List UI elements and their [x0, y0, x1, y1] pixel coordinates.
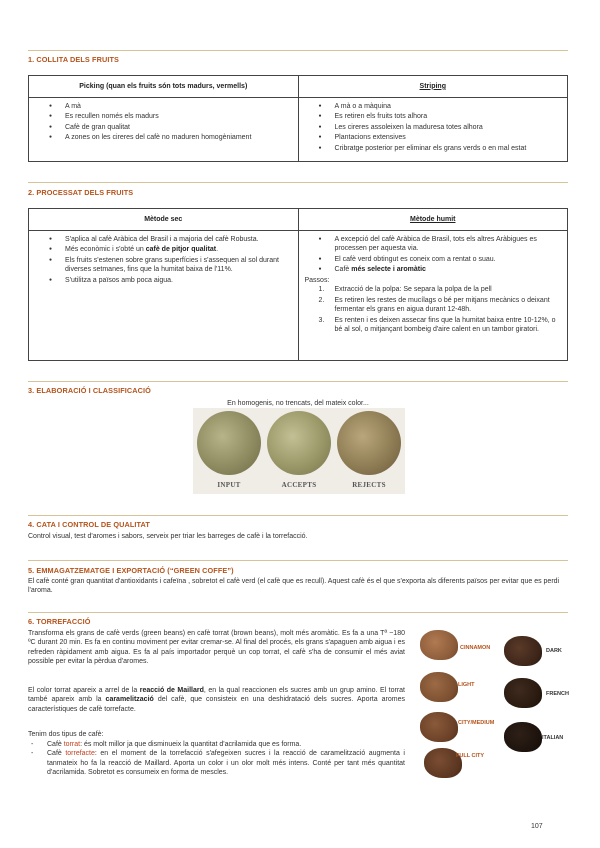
- light-beans-image: [420, 672, 458, 702]
- list-item: ● Cafè de gran qualitat: [49, 123, 292, 132]
- list-item: ● S'aplica al cafè Aràbica del Brasil i a majoria del cafè Robusta.: [49, 235, 292, 244]
- dark-label: DARK: [546, 648, 562, 654]
- section-title-classification: 3. ELABORACIÓ I CLASSIFICACIÓ: [28, 386, 151, 395]
- section-rule: [28, 182, 568, 183]
- list-item: - Cafè torrefacte: en el moment de la torrefacció s'afegeixen sucres i la reacció de caramelització augmenta i tanmateix ho fa la reacció de Maillard. Aporta un color i un olor molt més intens. Conté per tant més quantitat d'acrilamida. Sobretot es consumeix en forma de mescles.: [31, 750, 405, 777]
- list-item: ● Plantacions extensives: [319, 133, 561, 142]
- input-label: INPUT: [217, 481, 241, 489]
- header-dry-method: Mètode sec: [29, 209, 299, 231]
- section-title-roasting: 6. TORREFACCIÓ: [28, 617, 91, 626]
- french-label: FRENCH: [546, 691, 569, 697]
- roast-levels-image: [418, 628, 568, 788]
- beans-caption: En homogenis, no trencats, del mateix color...: [227, 400, 369, 407]
- green-beans-image: [193, 408, 405, 494]
- document-page: [28, 0, 568, 848]
- list-item: ● A mà: [49, 102, 292, 111]
- list-item: ● A excepció del cafè Aràbica de Brasil, tots els altres Aràbigues es processen per aquesta via.: [319, 235, 562, 254]
- list-item: - Cafè torrat: és molt millor ja que disminueix la quantitat d'acrilamida que es forma.: [31, 741, 302, 748]
- header-picking: Picking (quan els fruits són tots madurs, vermells): [29, 76, 299, 98]
- list-item: ● Els fruits s'estenen sobre grans superfícies i s'assequen al sol durant diverses setmanes, fins que la humitat baixa de l'11%.: [49, 256, 292, 275]
- city-medium-label: CITY/MEDIUM: [458, 720, 495, 726]
- light-label: LIGHT: [458, 682, 475, 688]
- section-title-storage: 5. EMMAGATZEMATGE I EXPORTACIÓ (“GREEN COFFE”): [28, 566, 234, 575]
- coffee-types-list: [28, 740, 405, 778]
- list-item: ● Es retiren els fruits tots alhora: [319, 112, 561, 121]
- striping-cell: [298, 98, 567, 162]
- cinnamon-label: CINNAMON: [460, 645, 491, 651]
- roasting-paragraph-1: Transforma els grans de cafè verds (green beans) en cafè torrat (brown beans), molt més aromàtic. Es fa a una Tª ~180 ºC durant 20 min. Es fa en continu moviment per evitar cremar-se. Al final del procés, els grans s'apaguen amb aigua i es refreden ràpidament amb aigua. Es fa al país importador perquè un cop torrat, el cafè s'ha de consumir el més aviat possible per evitar la pèrdua d'aromes.: [28, 630, 405, 666]
- dark-beans-image: [504, 636, 542, 666]
- roasting-paragraph-2: El color torrat apareix a arrel de la reacció de Maillard, en la qual reaccionen els sucres amb un grup amino. El torrat també apareix amb la caramelització del cafè, que consisteix en una deshidratació dels sucres. Aporta aromes característiques de cafè torrefacte.: [28, 687, 405, 713]
- list-item: ● A zones on les cireres del cafè no maduren homogèniament: [49, 133, 292, 142]
- section-rule: [28, 515, 568, 516]
- coffee-types-label: Tenim dos tipus de cafè:: [28, 731, 104, 738]
- rejects-label: REJECTS: [352, 481, 386, 489]
- full-city-label: FULL CITY: [456, 753, 485, 759]
- processing-table: [28, 208, 568, 361]
- dry-method-cell: [29, 231, 299, 361]
- storage-text: El cafè conté gran quantitat d'antioxidants i cafeïna , sobretot el cafè verd (el cafè que es recull). Aquest cafè és el que s'exporta als diferents països per evitar que es perdi l'aroma.: [28, 578, 560, 595]
- picking-cell: [29, 98, 299, 162]
- header-wet-method: Mètode humit: [298, 209, 568, 231]
- italian-beans-image: [504, 722, 542, 752]
- step-item: 1. Extracció de la polpa: Se separa la polpa de la pell: [318, 286, 492, 294]
- header-striping: Striping: [298, 76, 567, 98]
- italian-label: ITALIAN: [542, 735, 564, 741]
- tasting-text: Control visual, test d'aromes i sabors, serveix per triar les barreges de cafè i la torrefacció.: [28, 533, 308, 540]
- accepts-label: ACCEPTS: [281, 481, 317, 489]
- section-title-processing: 2. PROCESSAT DELS FRUITS: [28, 188, 134, 197]
- list-item: ● Cafè més selecte i aromàtic: [319, 265, 562, 274]
- section-title-harvest: 1. COLLITA DELS FRUITS: [28, 55, 119, 64]
- wet-method-cell: [298, 231, 568, 361]
- list-item: ● A mà o a màquina: [319, 102, 561, 111]
- harvest-table: [28, 75, 568, 162]
- section-rule: [28, 381, 568, 382]
- list-item: ● Es recullen només els madurs: [49, 112, 292, 121]
- section-rule: [28, 560, 568, 561]
- rejects-beans-image: [337, 411, 401, 475]
- french-beans-image: [504, 678, 542, 708]
- section-rule: [28, 612, 568, 613]
- page-number: 107: [531, 823, 543, 830]
- list-item: ● Cribratge posterior per eliminar els grans verds o en mal estat: [319, 144, 561, 153]
- list-item: ● El cafè verd obtingut es coneix com a rentat o suau.: [319, 255, 562, 264]
- section-title-tasting: 4. CATA I CONTROL DE QUALITAT: [28, 520, 150, 529]
- city-medium-beans-image: [420, 712, 458, 742]
- input-beans-image: [197, 411, 261, 475]
- cinnamon-beans-image: [420, 630, 458, 660]
- accepts-beans-image: [267, 411, 331, 475]
- step-item: 2. Es retiren les restes de mucílags o bé per mitjans mecànics o deixant fermentar els grans en aigua durant 12-48h.: [318, 296, 550, 314]
- list-item: ● Més econòmic i s'obté un cafè de pitjor qualitat.: [49, 245, 292, 254]
- step-item: 3. Es renten i es deixen assecar fins que la humitat baixa entre 10-12%, o bé al sol, o mitjançant bombeig d'aire calent en un tambor giratori.: [318, 316, 556, 333]
- list-item: ● Les cireres assoleixen la maduresa totes alhora: [319, 123, 561, 132]
- list-item: ● S'utilitza a països amb poca aigua.: [49, 276, 292, 285]
- section-rule: [28, 50, 568, 51]
- steps-label: Passos:: [304, 276, 330, 284]
